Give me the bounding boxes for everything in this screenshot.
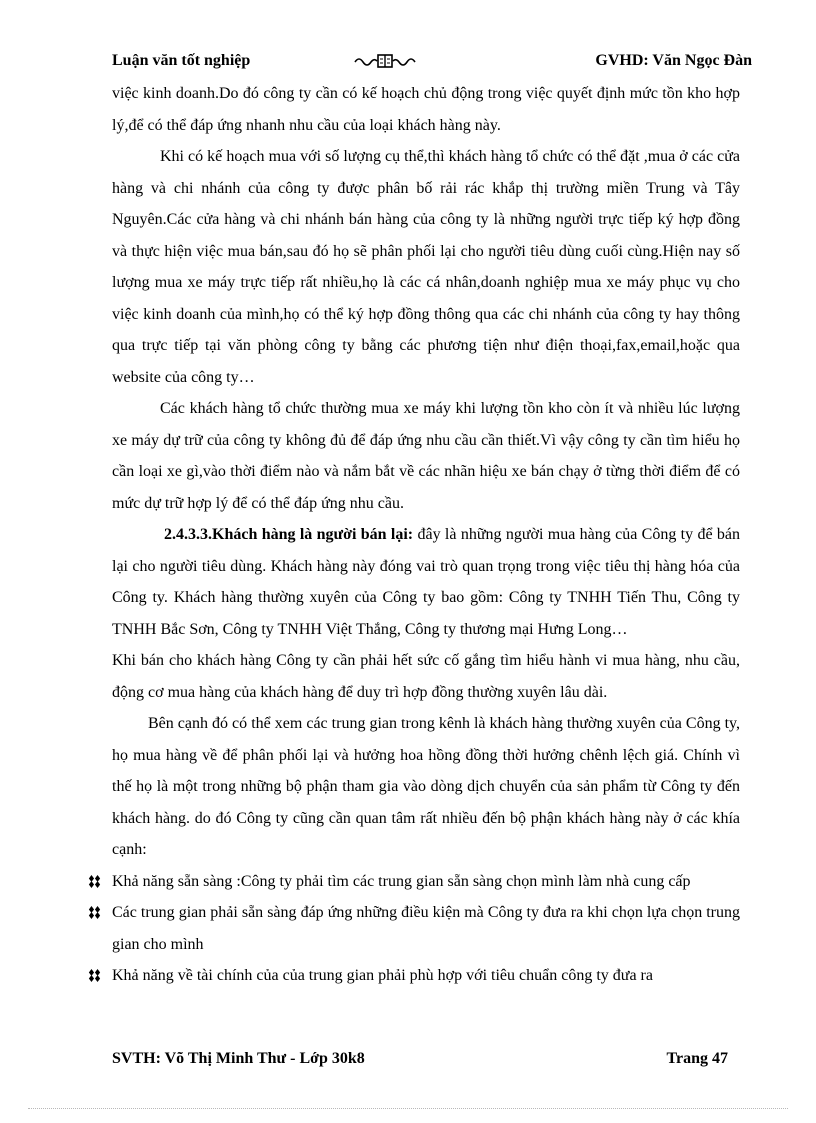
page-number: Trang 47 [666,1050,728,1067]
bullet-text: Các trung gian phải sẵn sàng đáp ứng những điều kiện mà Công ty đưa ra khi chọn lựa chọn trung gian cho mình [112,904,740,953]
paragraph-5: Khi bán cho khách hàng Công ty cần phải hết sức cố gắng tìm hiểu hành vi mua hàng, nhu cầu, động cơ mua hàng của khách hàng để duy trì hợp đồng thường xuyên lâu dài. [112,652,740,701]
bullet-text: Khả năng về tài chính của của trung gian phải phù hợp với tiêu chuẩn công ty đưa ra [112,967,653,984]
paragraph-1: việc kinh doanh.Do đó công ty cần có kế hoạch chủ động trong việc quyết định mức tồn kho hợp lý,để có thể đáp ứng nhanh nhu cầu của loại khách hàng này. [112,85,740,134]
decorative-scroll-icon [354,53,416,74]
bullet-item [112,897,740,960]
bullet-item [112,960,740,992]
diamond-bullet-icon [88,875,101,888]
paragraph-3: Các khách hàng tổ chức thường mua xe máy khi lượng tồn kho còn ít và nhiều lúc lượng xe máy dự trữ của công ty không đủ để đáp ứng nhu cầu cần thiết.Vì vậy công ty cần tìm hiểu họ cần loại xe gì,vào thời điểm nào và nắm bắt về các nhãn hiệu xe bán chạy ở từng thời điểm để có mức dự trữ hợp lý để có thể đáp ứng nhu cầu. [112,400,740,512]
header-advisor: GVHD: Văn Ngọc Đàn [595,52,752,69]
paragraph-6: Bên cạnh đó có thể xem các trung gian trong kênh là khách hàng thường xuyên của Công ty, họ mua hàng về để phân phối lại và hưởng hoa hồng đồng thời hưởng chênh lệch giá. Chính vì thế họ là một trong những bộ phận tham gia vào dòng dịch chuyển của sản phẩm từ Công ty đến khách hàng. do đó Công ty cũng cần quan tâm rất nhiều đến bộ phận khách hàng này ở các khía cạnh: [112,715,740,858]
bullet-text: Khả năng sẵn sàng :Công ty phải tìm các trung gian sẵn sàng chọn mình làm nhà cung cấp [112,872,691,890]
page-body [112,78,740,992]
page-header [112,52,752,74]
footer-student: SVTH: Võ Thị Minh Thư - Lớp 30k8 [112,1050,365,1067]
bullet-list [112,866,740,992]
bullet-item [112,866,740,898]
paragraph-4 [112,519,740,645]
section-heading: 2.4.3.3.Khách hàng là người bán lại: [164,526,414,543]
page-footer [112,1050,728,1072]
diamond-bullet-icon [88,969,101,982]
diamond-bullet-icon [88,906,101,919]
paragraph-2: Khi có kế hoạch mua với số lượng cụ thể,thì khách hàng tổ chức có thể đặt ,mua ở các cửa hàng và chi nhánh của công ty được phân bố rải rác khắp thị trường miền Trung và Tây Nguyên.Các cửa hàng và chi nhánh bán hàng của công ty là những người trực tiếp ký hợp đồng và thực hiện việc mua bán,sau đó họ sẽ phân phối lại cho người tiêu dùng cuối cùng.Hiện nay số lượng mua xe máy trực tiếp rất nhiều,họ là các cá nhân,doanh nghiệp mua xe máy phục vụ cho việc kinh doanh của mình,họ có thể ký hợp đồng thông qua các chi nhánh của công ty hay thông qua trực tiếp tại văn phòng công ty bằng các phương tiện như điện thoại,fax,email,hoặc qua website của công ty… [112,148,740,386]
header-title: Luận văn tốt nghiệp [112,52,251,69]
paragraph-4-text: đây là những người mua hàng của Công ty để bán lại cho người tiêu dùng. Khách hàng này đóng vai trò quan trọng trong việc tiêu thị hàng hóa của Công ty. Khách hàng thường xuyên của Công ty bao gồm: Công ty TNHH Tiến Thu, Công ty TNHH Bắc Sơn, Công ty TNHH Việt Thắng, Công ty thương mại Hưng Long… [112,526,741,638]
page-edge-divider [28,1108,788,1109]
